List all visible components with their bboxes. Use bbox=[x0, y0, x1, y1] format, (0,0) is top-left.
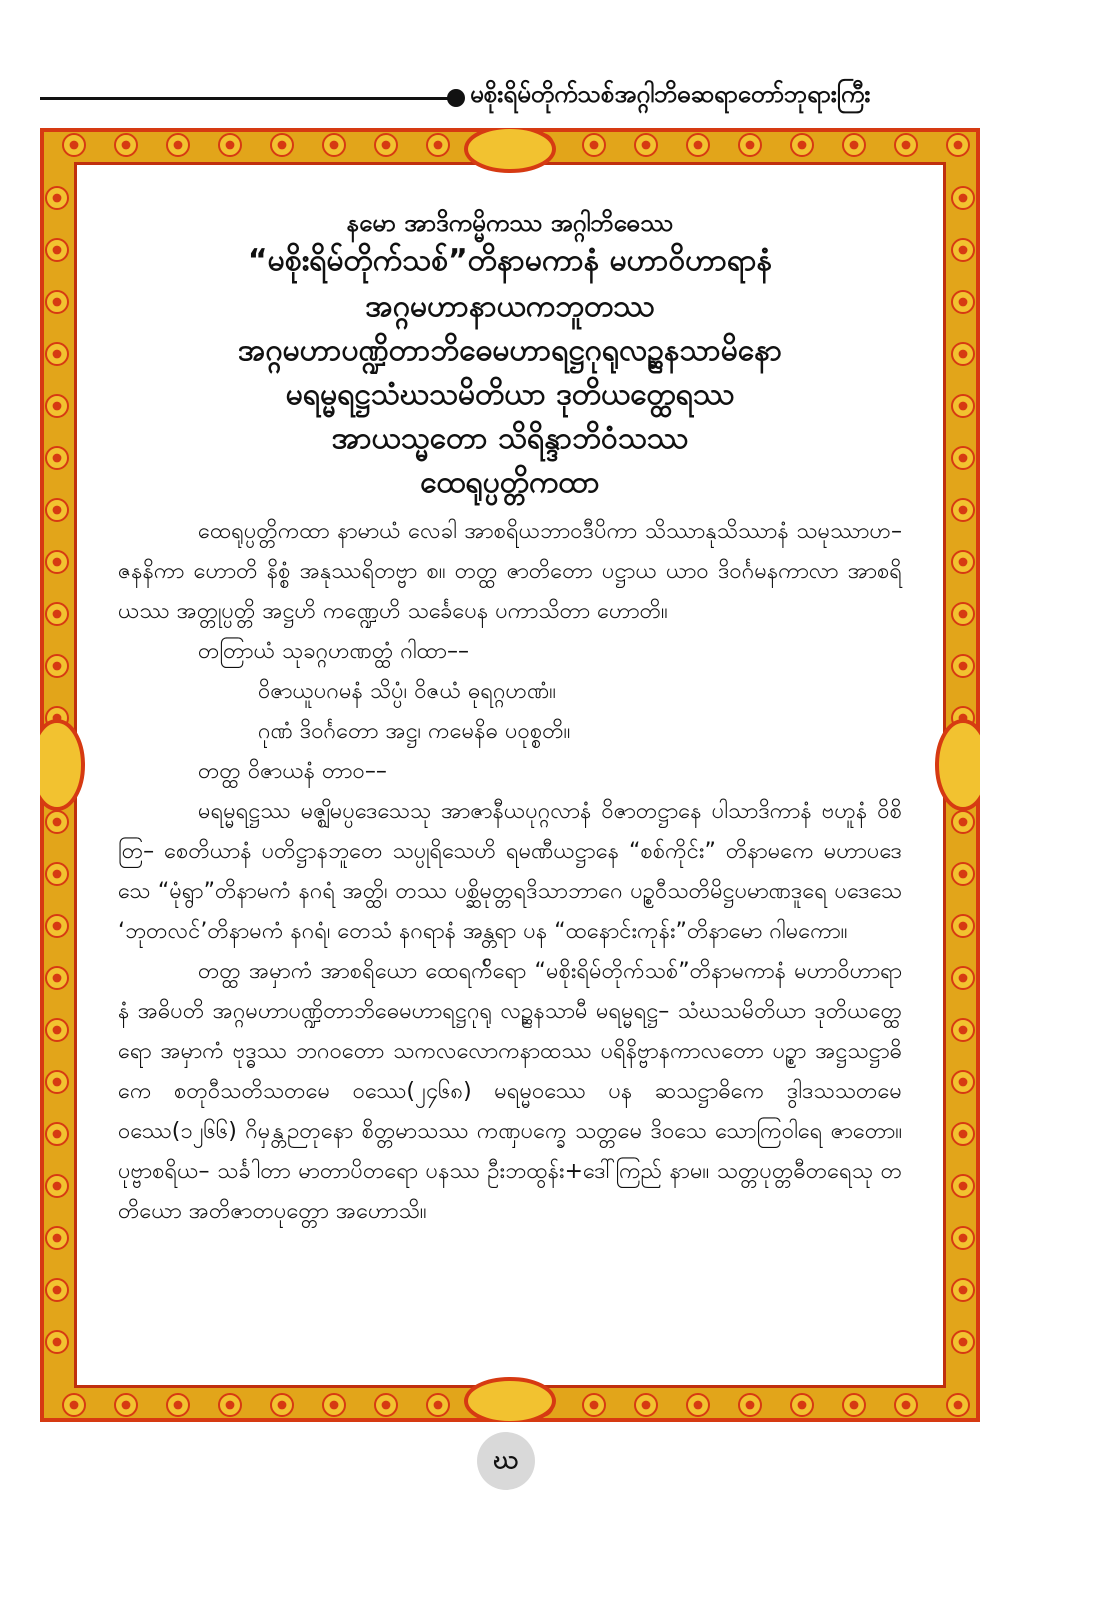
header-rule bbox=[40, 97, 450, 100]
title-line-sangha: မရမ္မရဋ္ဌသံဃသမိတိယာ ဒုတိယတ္ထေရဿ bbox=[285, 377, 735, 412]
paragraph-verse-intro: တတြာယံ သုခဂ္ဂဟဏတ္ထံ ဂါထာ–– bbox=[198, 639, 469, 664]
title-line-name: အာယသ္မတော သိရိန္ဒာဘိဝံသဿ bbox=[331, 421, 689, 456]
title-line-monastery: “မစိုးရိမ်တိုက်သစ်”တိနာမကာနံ မဟာဝိဟာရာနံ bbox=[247, 243, 773, 278]
verse-line-2: ဂုဏံ ဒိဝင်္ဂတော အဋ္ဌ၊ ကမေနိဓ ပဝုစ္စတိ။ bbox=[258, 719, 571, 744]
paragraph-birthplace: မရမ္မရဋ္ဌဿ မဇ္ဈိမပ္ပဒေသေသု အာဇာနီယပုဂ္ဂလာနံ ဝိဇာတဋ္ဌာနေ ပါသာဒိကာနံ ဗဟူနံ ဝိစိတြ– စေတိယာနံ ပတိဋ္ဌာနဘူတေ သပ္ပုရိသေဟိ ရမဏီယဋ္ဌာနေ “စစ်ကိုင်း” တိနာမကေ မဟာပဒေသေ “မုံရွာ”တိနာမကံ နဂရံ အတ္ထိ၊ တဿ ပစ္ဆိမုတ္တရဒိသာဘာဂေ ပဥ္စဝီသတိမိဋ္ဌပမာဏဒူရေ ပဒေသေ ‘ဘုတလင်’တိနာမကံ နဂရံ၊ တေသံ နဂရာနံ အန္တရာ ပန “ထနောင်းကုန်း”တိနာမော ဂါမကော။ bbox=[118, 799, 902, 944]
running-header-title: မစိုးရိမ်တိုက်သစ်အဂ္ဂါဘိဓဆရာတော်ဘုရားကြီး bbox=[470, 80, 871, 108]
title-line-homage: နမော အာဒိကမ္မိကဿ အဂ္ဂါဘိဓေဿ bbox=[346, 209, 674, 237]
page-number: ဃ bbox=[477, 1432, 535, 1490]
verse-line-1: ဝိဇာယူပဂမနံ သိပ္ပံ၊ ဝိဇယံ ဓုရဂ္ဂဟဏံ။ bbox=[258, 679, 556, 704]
paragraph-birth-heading: တတ္ထ ဝိဇာယနံ တာဝ–– bbox=[198, 759, 387, 784]
title-line-leader: အဂ္ဂမဟာနာယကဘူတဿ bbox=[365, 289, 655, 324]
title-line-biography: ထေရုပ္ပတ္တိကထာ bbox=[420, 465, 600, 500]
body-text bbox=[118, 512, 902, 1232]
title-line-honorific: အဂ္ဂမဟာပဏ္ဍိတာဘိဓေမဟာရဋ္ဌဂုရုလဥ္ဆနသာမိနော bbox=[237, 333, 783, 368]
paragraph-birth-details: တတ္ထ အမှာကံ အာစရိယော ထေရက်ိရော “မစိုးရိမ်တိုက်သစ်”တိနာမကာနံ မဟာဝိဟာရာနံ အဓိပတိ အဂ္ဂမဟာပဏ္ဍိတာဘိဓေမဟာရဋ္ဌဂုရု လဥ္ဆနသာမီ မရမ္မရဋ္ဌ– သံဃသမိတိယာ ဒုတိယတ္ထေရော အမှာကံ ဗုဒ္ဓဿ ဘဂဝတော သကလလောကနာထဿ ပရိနိဗ္ဗာနကာလတော ပဉ္စာ အဋ္ဌသဋ္ဌာဓိကေ စတုဝီသတိသတမေ ဝဿေ(၂၄၆၈) မရမ္မဝဿေ ပန ဆသဋ္ဌာဓိကေ ဒွါဒသသတမေ ဝဿေ(၁၂၆၆) ဂိမှန္တဉတုနော စိတ္တမာသဿ ကဏှပက္ခေ သတ္တမေ ဒိဝသေ သောကြဝါရေ ဇာတော။ ပုဗ္ဗာစရိယ– သင်္ခါတာ မာတာပိတရော ပနဿ ဦးဘထွန်း+ဒေါ်ကြည် နာမ။ သတ္တပုတ္တဓီတရေသု တတိယော အတိဇာတပုတ္တော အဟောသိ။ bbox=[118, 959, 902, 1224]
header-bullet-icon bbox=[447, 89, 465, 107]
paragraph-intro: ထေရုပ္ပတ္တိကထာ နာမာယံ လေခါ အာစရိယဘာဝဒီပိကာ သိဿာနုသိဿာနံ သမုဿာဟ– ဇနနိကာ ဟောတိ နိစ္စံ အနုဿရိတဗ္ဗာ စ။ တတ္ထ ဇာတိတော ပဋ္ဌာယ ယာဝ ဒိဝင်္ဂမနကာလာ အာစရိယဿ အတ္တုပ္ပတ္တိ အဋ္ဌဟိ ကဏ္ဍေဟိ သင်္ခေပေန ပကာသိတာ ဟောတိ။ bbox=[118, 519, 903, 624]
